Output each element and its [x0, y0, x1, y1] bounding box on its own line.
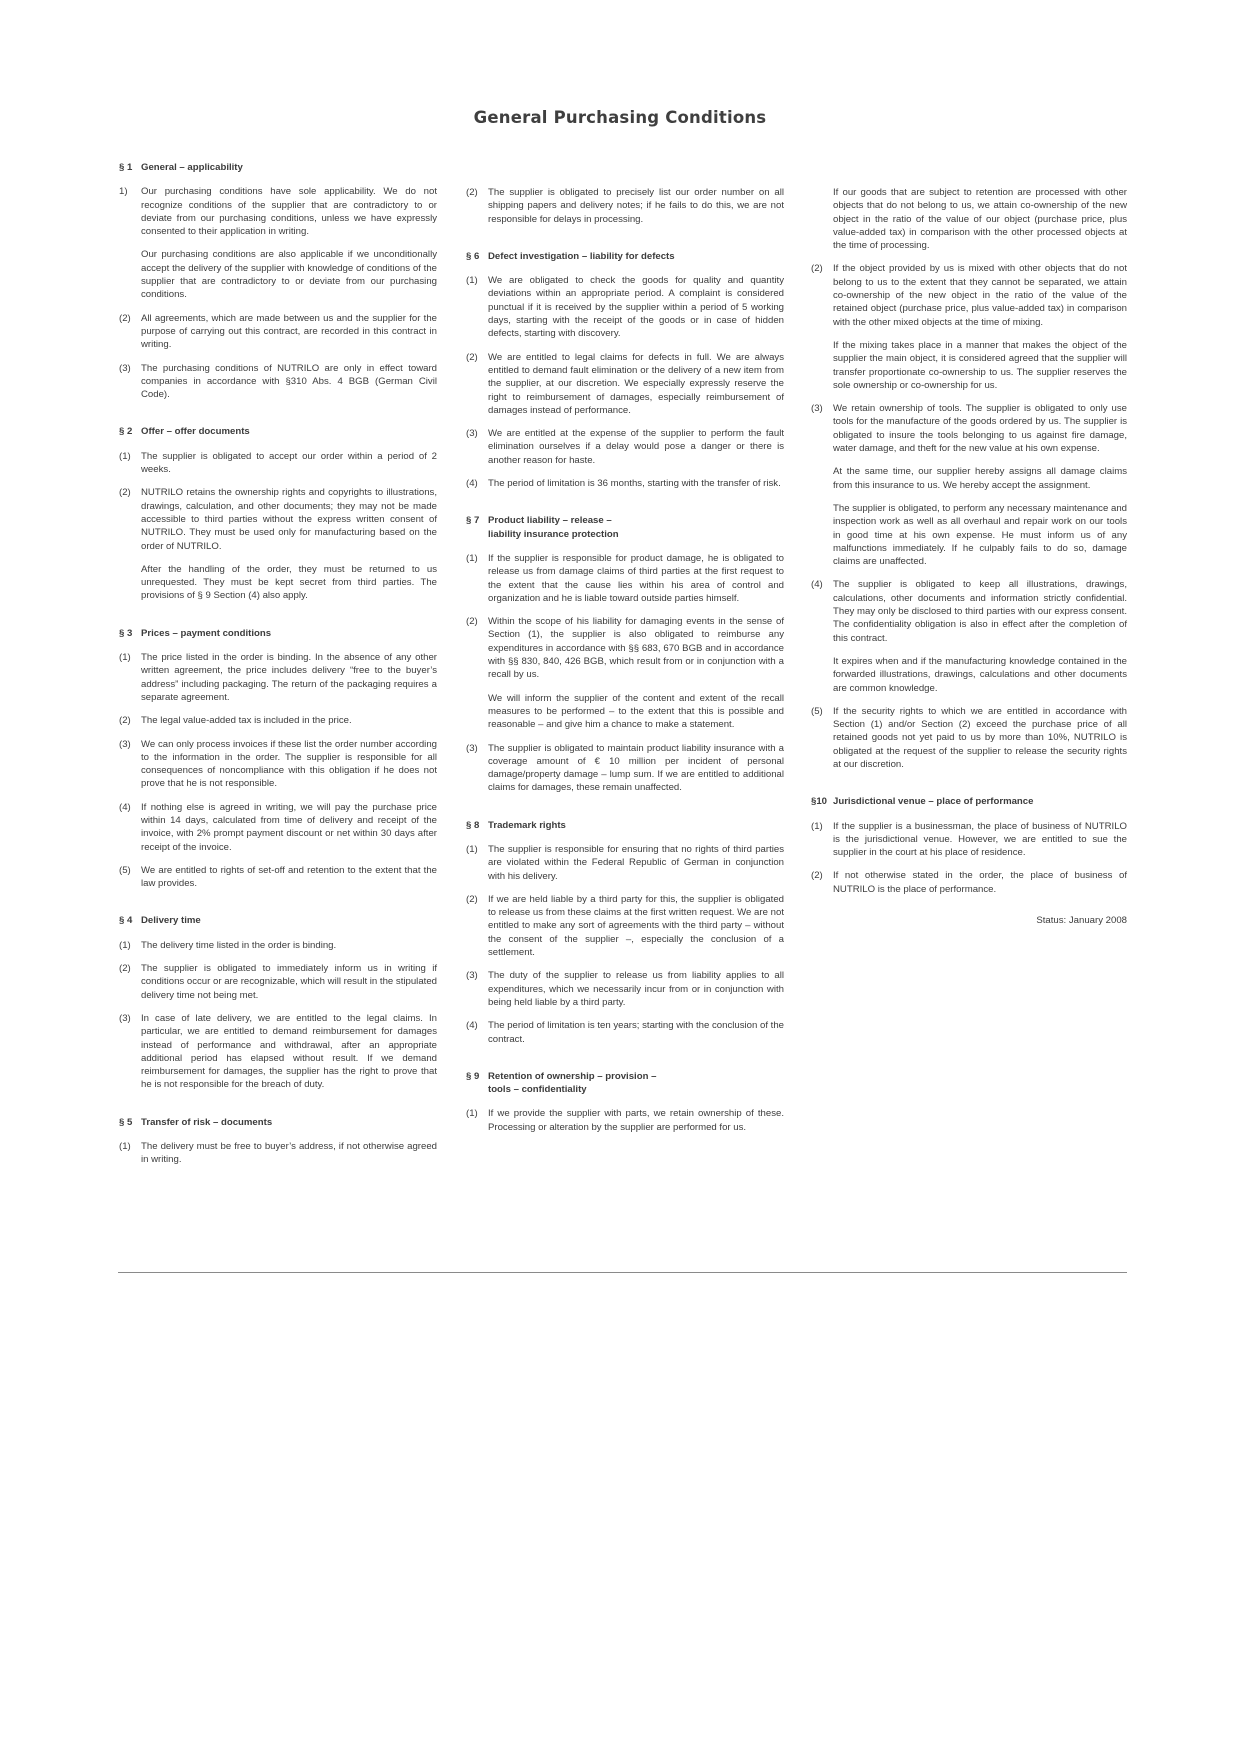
clause-number: (2)	[119, 715, 131, 727]
column-right	[811, 161, 1127, 927]
section-title-line: liability insurance protection	[488, 528, 619, 540]
clause	[119, 801, 437, 854]
section-number: § 7	[466, 515, 480, 527]
clause-text: NUTRILO retains the ownership rights and copyrights to illustrations, drawings, calculation, and other documents; they may not be made accessible to third parties without the express written consent of NUTRILO. They must be used only for manufacturing based on the order of NUTRILO.	[141, 487, 437, 552]
clause-text: The period of limitation is ten years; starting with the conclusion of the contract.	[488, 1020, 784, 1045]
clause-text: In case of late delivery, we are entitled to the legal claims. In particular, we are entitled to demand reimbursement for damages instead of performance and withdrawal, after an appropriate additional period has elapsed without result. If we demand reimbursement for damages, the supplier has the right to prove that he is not responsible for the breach of duty.	[141, 1012, 437, 1091]
clause	[811, 578, 1127, 644]
clause-number: (1)	[119, 1141, 131, 1153]
clause-number: (2)	[119, 963, 131, 975]
clause	[466, 742, 784, 795]
clause-text: The supplier is obligated to precisely list our order number on all shipping papers and delivery notes; if he fails to do this, we are not responsible for delays in processing.	[488, 187, 784, 225]
section-7-heading	[466, 514, 784, 541]
clause-text: If the security rights to which we are entitled in accordance with Section (1) and/or Section (2) exceed the purchase price of all retained goods not yet paid to us by more than 10%, NUTRILO is obligated at the request of the supplier to release the security rights at our discretion.	[833, 705, 1127, 770]
clause-number: (1)	[466, 275, 478, 287]
clause-number: (4)	[466, 478, 478, 490]
column-left	[119, 161, 437, 1177]
section-title: General – applicability	[141, 162, 243, 173]
clause	[811, 262, 1127, 328]
clause-number: (3)	[466, 742, 478, 754]
clause-number: (1)	[811, 820, 823, 832]
clause	[466, 1019, 784, 1046]
clause-number: (4)	[466, 1020, 478, 1032]
clause-text: We are entitled to legal claims for defects in full. We are always entitled to demand fault elimination or the delivery of a new item from the supplier, at our discretion. We especially expressly reserve the right to reimbursement of damages, especially reimbursement of damages instead of performance.	[488, 351, 784, 416]
clause-text: The supplier is obligated to keep all illustrations, drawings, calculations, other documents and information strictly confidential. They may only be disclosed to third parties with our express consent. The confidentiality obligation is also in effect after the completion of this contract.	[833, 579, 1127, 644]
clause	[119, 939, 437, 952]
clause-paragraph: We will inform the supplier of the content and extent of the recall measures to be performed – to the extent that this is possible and reasonable – and give him a chance to make a statement.	[488, 692, 784, 731]
section-10-heading	[811, 795, 1127, 808]
section-1-heading	[119, 161, 437, 174]
clause	[811, 820, 1127, 860]
clause	[466, 351, 784, 417]
section-title-line: Retention of ownership – provision –	[488, 1070, 657, 1082]
clause	[119, 450, 437, 477]
section-5-heading	[119, 1116, 437, 1129]
clause	[119, 651, 437, 704]
column-middle	[466, 161, 784, 1144]
clause	[119, 1012, 437, 1092]
section-4-heading	[119, 914, 437, 927]
clause	[119, 486, 437, 552]
section-title: Trademark rights	[488, 819, 566, 831]
clause-text: The duty of the supplier to release us from liability applies to all expenditures, which we necessarily incur from or in conjunction with being held liable by a third party.	[488, 970, 784, 1008]
section-8-heading	[466, 819, 784, 832]
clause-number: (2)	[466, 187, 478, 198]
clause-paragraph: The supplier is obligated, to perform any necessary maintenance and inspection work as well as all overhaul and repair work on our tools in good time at his own expense. He must inform us of any malfunctions immediately. If he culpably fails to do so, damage claims are unaffected.	[833, 502, 1127, 568]
footer-rule	[118, 1272, 1127, 1273]
clause-text: All agreements, which are made between us and the supplier for the purpose of carrying out this contract, are recorded in this contract in writing.	[141, 312, 437, 351]
clause-text: The delivery must be free to buyer’s address, if not otherwise agreed in writing.	[141, 1141, 437, 1166]
clause-text: The supplier is obligated to maintain product liability insurance with a coverage amount of € 10 million per incident of personal damage/property damage – lump sum. If we are entitled to additional claims for damages, these remain unaffected.	[488, 742, 784, 794]
section-number: § 5	[119, 1116, 133, 1128]
clause-text: The supplier is obligated to accept our order within a period of 2 weeks.	[141, 450, 437, 476]
page-title: General Purchasing Conditions	[473, 108, 767, 127]
clause-text: Within the scope of his liability for damaging events in the sense of Section (1), the supplier is also obligated to reimburse any expenditures in accordance with §§ 683, 670 BGB and in accordance with §§ 830, 840, 426 BGB, which result from or in conjunction with a recall by us.	[488, 616, 784, 681]
clause-number: (1)	[466, 1108, 478, 1120]
clause-number: (5)	[811, 705, 823, 717]
section-6-heading	[466, 250, 784, 263]
clause-text: The price listed in the order is binding. In the absence of any other written agreement, the price includes delivery “free to the buyer’s address” including packaging. The return of the packaging requires a separate agreement.	[141, 652, 437, 703]
clause-number: (2)	[466, 351, 478, 363]
clause-number: (2)	[119, 487, 131, 499]
clause-text: If we are held liable by a third party for this, the supplier is obligated to release us from these claims at the first written request. We are not entitled to make any sort of agreements with the third party – without the consent of the supplier –, especially the conclusion of a settlement.	[488, 893, 784, 959]
clause-number: (1)	[119, 652, 131, 664]
section-number: § 4	[119, 915, 133, 927]
clause-number: (3)	[466, 428, 478, 440]
clause-number: (3)	[119, 362, 131, 374]
clause-number: (5)	[119, 864, 131, 876]
clause	[466, 843, 784, 883]
clause-text: If not otherwise stated in the order, the place of business of NUTRILO is the place of performance.	[833, 870, 1127, 895]
clause	[466, 893, 784, 959]
clause-text: We retain ownership of tools. The supplier is obligated to only use tools for the manufacture of the goods ordered by us. The supplier is obligated to insure the tools belonging to us against fire damage, water damage, and theft for the new value at his own expense.	[833, 403, 1127, 455]
section-number: § 2	[119, 426, 133, 438]
clause	[811, 705, 1127, 771]
section-title: Delivery time	[141, 915, 201, 927]
clause	[466, 274, 784, 340]
clause-text: If nothing else is agreed in writing, we will pay the purchase price within 14 days, calculated from time of delivery and receipt of the invoice, with 2% prompt payment discount or net within 30 days after receipt of the invoice.	[141, 801, 437, 853]
section-9-heading	[466, 1070, 784, 1097]
clause	[466, 552, 784, 605]
clause	[119, 1140, 437, 1167]
clause-number: (1)	[466, 843, 478, 855]
clause-text: If we provide the supplier with parts, we retain ownership of these. Processing or alteration by the supplier are performed for us.	[488, 1108, 784, 1133]
clause	[119, 312, 437, 352]
clause-text: We are obligated to check the goods for quality and quantity deviations within an appropriate period. A complaint is considered punctual if it is received by the supplier within a period of 5 working days, starting with the receipt of the goods or in case of hidden defects, starting with discovery.	[488, 275, 784, 340]
clause-number: (3)	[119, 738, 131, 750]
clause-number: (1)	[119, 939, 131, 951]
clause-text: The delivery time listed in the order is binding.	[141, 939, 337, 951]
section-title-line: tools – confidentiality	[488, 1084, 587, 1096]
clause-text: The supplier is obligated to immediately inform us in writing if conditions occur or are recognizable, which will result in the stipulated delivery time not being met.	[141, 963, 437, 1001]
section-title: Jurisdictional venue – place of performance	[833, 796, 1034, 808]
section-2-heading	[119, 425, 437, 438]
clause-number: (3)	[119, 1012, 131, 1024]
clause-text: If the supplier is a businessman, the place of business of NUTRILO is the jurisdictional venue. However, we are entitled to sue the supplier in the court at his place of residence.	[833, 820, 1127, 859]
clause-number: (3)	[811, 403, 823, 415]
clause	[119, 185, 437, 238]
clause-text: We are entitled at the expense of the supplier to perform the fault elimination ourselves if a delay would pose a danger or there is another reason for haste.	[488, 428, 784, 466]
clause-paragraph: It expires when and if the manufacturing knowledge contained in the forwarded illustrations, drawings, calculations and other documents are common knowledge.	[833, 655, 1127, 694]
section-title: Offer – offer documents	[141, 426, 250, 438]
clause-paragraph: Our purchasing conditions are also applicable if we unconditionally accept the delivery of the supplier with knowledge of conditions of the supplier that are contradictory to or deviate from our purchasing conditions.	[141, 249, 437, 301]
clause-number: (1)	[119, 450, 131, 462]
section-title: Defect investigation – liability for defects	[488, 250, 675, 262]
clause-number: (4)	[811, 579, 823, 591]
clause	[119, 864, 437, 891]
clause-text: Our purchasing conditions have sole applicability. We do not recognize conditions of the supplier that are contradictory to or deviate from our purchasing conditions, unless we have expressly consented to their application in writing.	[141, 186, 437, 238]
clause	[119, 362, 437, 402]
clause	[811, 869, 1127, 896]
section-title	[488, 514, 784, 541]
section-number: § 1	[119, 162, 133, 173]
clause	[466, 186, 784, 226]
clause-text: If the supplier is responsible for product damage, he is obligated to release us from damage claims of third parties at the first request to the extent that the cause lies within his area of control and organization and he is liable toward outside parties himself.	[488, 552, 784, 604]
clause-text: The purchasing conditions of NUTRILO are only in effect toward companies in accordance with §310 Abs. 4 BGB (German Civil Code).	[141, 362, 437, 401]
section-title: Prices – payment conditions	[141, 627, 272, 639]
clause-number: (3)	[466, 970, 478, 982]
section-number: §10	[811, 796, 828, 808]
clause	[119, 738, 437, 791]
clause-number: (2)	[811, 263, 823, 275]
section-number: § 8	[466, 819, 480, 831]
section-title: Transfer of risk – documents	[141, 1116, 273, 1128]
clause-text: The legal value-added tax is included in the price.	[141, 715, 352, 727]
status-date: Status: January 2008	[1036, 915, 1127, 927]
clause-text: We are entitled to rights of set-off and retention to the extent that the law provides.	[141, 864, 437, 890]
clause-number: (2)	[466, 616, 478, 628]
clause-text: If the object provided by us is mixed with other objects that do not belong to us to the extent that they cannot be separated, we attain co-ownership of the new object in the ratio of the value of the retained object (purchase price, plus value-added tax) in comparison with the other mixed objects at the time of mixing.	[833, 263, 1127, 328]
clause-paragraph: If the mixing takes place in a manner that makes the object of the supplier the main object, it is considered agreed that the supplier will transfer proportionate co-ownership to us. The supplier reserves the sole ownership or co-ownership for us.	[833, 339, 1127, 391]
section-title-line: Product liability – release –	[488, 515, 612, 527]
clause-number: 1)	[119, 186, 128, 198]
clause-text: We can only process invoices if these list the order number according to the information in the order. The supplier is responsible for all consequences of noncompliance with this obligation if he does not prove that he is not responsible.	[141, 738, 437, 790]
clause	[466, 969, 784, 1009]
clause-paragraph: At the same time, our supplier hereby assigns all damage claims from this insurance to us. We hereby accept the assignment.	[833, 466, 1127, 491]
section-number: § 6	[466, 250, 480, 262]
clause-number: (2)	[811, 870, 823, 882]
clause	[466, 615, 784, 681]
clause-number: (2)	[466, 893, 478, 905]
clause	[466, 1107, 784, 1134]
clause-text: The supplier is responsible for ensuring that no rights of third parties are violated within the Federal Republic of German in conjunction with his delivery.	[488, 843, 784, 882]
clause	[466, 427, 784, 467]
clause-number: (4)	[119, 801, 131, 813]
clause	[466, 477, 784, 490]
clause-text: The period of limitation is 36 months, starting with the transfer of risk.	[488, 478, 781, 490]
clause-paragraph: If our goods that are subject to retention are processed with other objects that do not belong to us, we attain co-ownership of the new object in the ratio of the value of our object (purchase price, plus value-added tax) in comparison with the other processed objects at the time of processing.	[833, 187, 1127, 252]
clause-paragraph: After the handling of the order, they must be returned to us unrequested. They must be kept secret from third parties. The provisions of § 9 Section (4) also apply.	[141, 563, 437, 602]
section-number: § 9	[466, 1070, 480, 1082]
clause	[119, 962, 437, 1002]
clause	[119, 714, 437, 727]
section-3-heading	[119, 627, 437, 640]
clause-number: (1)	[466, 552, 478, 564]
clause-number: (2)	[119, 312, 131, 324]
section-number: § 3	[119, 627, 133, 639]
section-title	[488, 1070, 784, 1097]
clause	[811, 402, 1127, 455]
